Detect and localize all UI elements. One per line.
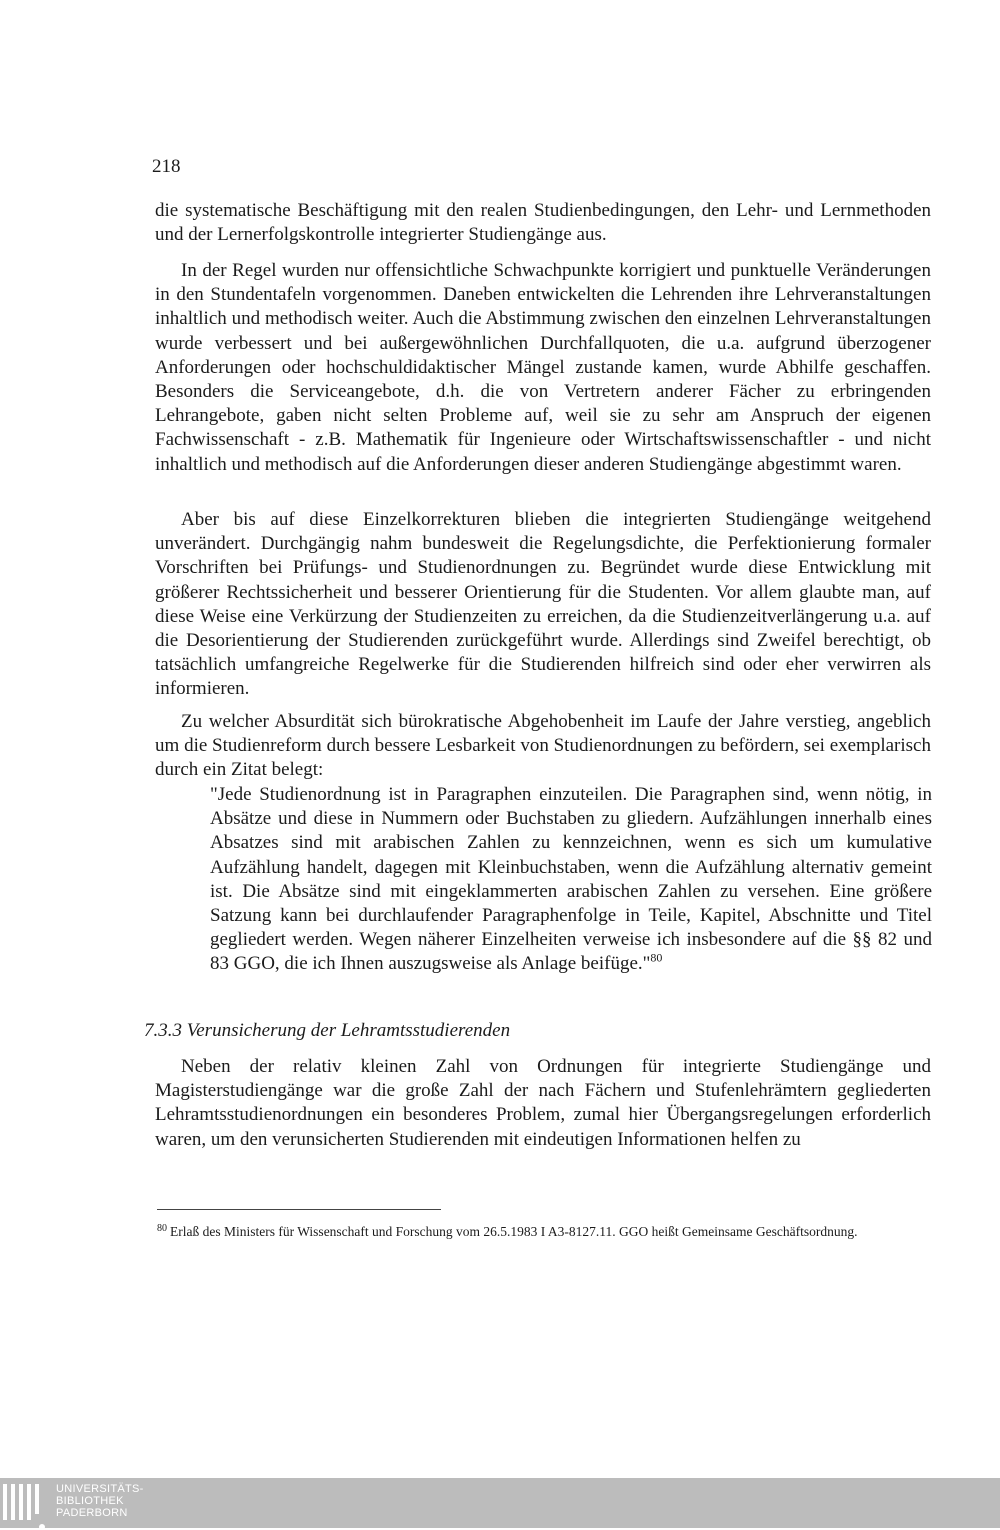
quote-text: "Jede Studienordnung ist in Paragraphen einzuteilen. Die Paragraphen sind, wenn nötig, in Absätze und diese in Nummern oder Buchstaben zu gliedern. Aufzählungen innerhalb eines Absatzes sind mit arabischen Zahlen zu kennzeichnen, wenn es sich um kumulative Aufzählung handelt, dagegen mit Kleinbuchstaben, wenn die Aufzählung alternativ gemeint ist. Die Absätze sind mit eingeklammerten arabischen Zahlen zu versehen. Eine größere Satzung kann bei durchlaufender Paragraphenfolge in Teile, Kapitel, Abschnitte und Titel gegliedert werden. Wegen näherer Einzelheiten verweise ich insbesondere auf die §§ 82 und 83 GGO, die ich Ihnen auszugsweise als Anlage beifüge." xyxy=(210,784,932,975)
section-heading: 7.3.3 Verunsicherung der Lehramtsstudierenden xyxy=(144,1020,511,1041)
paragraph-3-text: Aber bis auf diese Einzelkorrekturen blieben die integrierten Studiengänge weitgehend unverändert. Durchgängig nahm bundesweit die Regelungsdichte, die Perfektionierung formaler Vorschriften bei Prüfungs- und Studienordnungen zu. Begründet wurde diese Entwicklung mit größerer Rechtssicherheit und besserer Orientierung für die Studenten. Vor allem glaubte man, auf diese Weise eine Verkürzung der Studienzeiten zu erreichen, da die Studienzeitverlängerung u.a. auf die Desorientierung der Studierenden zurückgeführt wurde. Allerdings sind Zweifel berechtigt, ob tatsächlich umfangreiche Regelwerke für die Studierenden hilfreich sind oder eher verwirren als informieren. xyxy=(155,509,931,700)
library-logo xyxy=(0,1478,180,1528)
block-quote xyxy=(210,783,932,977)
paragraph-3 xyxy=(155,508,931,702)
paragraph-5 xyxy=(155,1055,931,1152)
paragraph-2-text: In der Regel wurden nur offensichtliche Schwachpunkte korrigiert und punktuelle Veränderungen in den Stundentafeln vorgenommen. Daneben entwickelten die Lehrenden ihre Lehrveranstaltungen inhaltlich und methodisch weiter. Auch die Abstimmung zwischen den einzelnen Lehrveranstaltungen wurde verbessert und bei außergewöhnlichen Durchfallquoten, die u.a. aufgrund überzogener Anforderungen oder hochschuldidaktischer Mängel zustande kamen, wurde Abhilfe geschaffen. Besonders die Serviceangebote, d.h. die von Vertretern anderer Fächer zu erbringenden Lehrangebote, gaben nicht selten Probleme auf, weil sie zu sehr am Anspruch der eigenen Fachwissenschaft - z.B. Mathematik für Ingenieure oder Wirtschaftswissenschaftler - und nicht inhaltlich und methodisch auf die Anforderungen dieser anderen Studiengänge abgestimmt waren. xyxy=(155,260,931,475)
paragraph-1-text: die systematische Beschäftigung mit den realen Studienbedingungen, den Lehr- und Lernmethoden und der Lernerfolgskontrolle integrierter Studiengänge aus. xyxy=(155,200,931,246)
footnote-text: Erlaß des Ministers für Wissenschaft und Forschung vom 26.5.1983 I A3-8127.11. GGO heißt Gemeinsame Geschäftsordnung. xyxy=(170,1224,858,1239)
paragraph-1 xyxy=(155,199,931,247)
paragraph-5-text: Neben der relativ kleinen Zahl von Ordnungen für integrierte Studiengänge und Magisterstudiengänge war die große Zahl der nach Fächern und Stufenlehrämtern gegliederten Lehramtsstudienordnungen ein besonderes Problem, zumal hier Übergangsregelungen erforderlich waren, um den verunsicherten Studierenden mit eindeutigen Informationen helfen zu xyxy=(155,1056,931,1150)
paragraph-4 xyxy=(155,710,931,783)
paragraph-2 xyxy=(155,259,931,477)
footnote xyxy=(157,1223,933,1240)
footnote-divider xyxy=(157,1209,441,1210)
paragraph-4-text: Zu welcher Absurdität sich bürokratische Abgehobenheit im Laufe der Jahre verstieg, angeblich um die Studienreform durch bessere Lesbarkeit von Studienordnungen zu befördern, sei exemplarisch durch ein Zitat belegt: xyxy=(155,711,931,781)
library-logo-text: UNIVERSITÄTS- BIBLIOTHEK PADERBORN xyxy=(56,1483,144,1519)
page-number: 218 xyxy=(152,156,181,177)
footnote-mark: 80 xyxy=(157,1222,167,1234)
library-logo-icon xyxy=(3,1484,43,1524)
footnote-reference[interactable]: 80 xyxy=(650,951,663,966)
